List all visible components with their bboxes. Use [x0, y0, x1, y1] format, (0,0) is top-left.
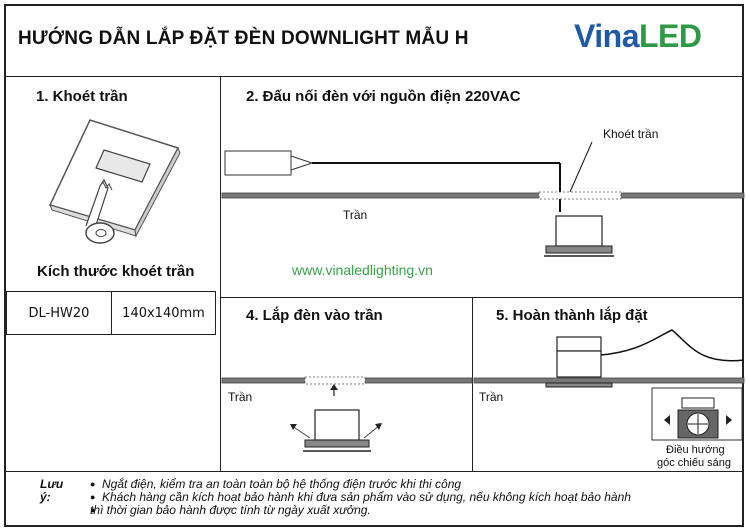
- website-url: www.vinaledlighting.vn: [292, 262, 433, 278]
- vinaled-logo: VinaLED: [574, 18, 702, 54]
- adjust-angle-label-2: góc chiếu sáng: [657, 457, 731, 469]
- step1-heading: 1. Khoét trần: [36, 88, 128, 105]
- cutout-size-title: Kích thước khoét trần: [37, 263, 195, 280]
- note-item: ● Khách hàng cần kích hoạt bảo hành khi đưa sản phẩm vào sử dụng, nếu không kích hoạt bảo hành: [90, 491, 749, 504]
- step4-ceiling-label: Trần: [228, 390, 253, 404]
- adjust-angle-label-1: Điều hướng: [666, 444, 725, 456]
- cut-ceiling-illustration: [50, 120, 180, 243]
- page-title: HƯỚNG DẪN LẮP ĐẶT ĐÈN DOWNLIGHT MẪU H: [18, 28, 469, 49]
- model-cell: DL-HW20: [7, 292, 112, 334]
- wiring-illustration: [222, 142, 744, 256]
- note-item: ● Ngắt điện, kiểm tra an toàn toàn bộ hệ thống điện trước khi thi công: [90, 478, 749, 491]
- step5-heading: 5. Hoàn thành lắp đặt: [496, 307, 648, 324]
- mounting-illustration: [222, 377, 472, 451]
- cutout-label: Khoét trần: [603, 127, 659, 141]
- note-continuation: ● thì thời gian bảo hành được tính từ ngày xuất xưởng.: [90, 504, 749, 517]
- step2-ceiling-label: Trần: [343, 208, 368, 222]
- size-cell: 140x140mm: [122, 305, 205, 321]
- step4-heading: 4. Lắp đèn vào trần: [246, 307, 383, 324]
- step5-ceiling-label: Trần: [479, 390, 504, 404]
- notes-label: Lưu ý:: [40, 477, 64, 504]
- finished-illustration: [474, 330, 744, 440]
- step2-heading: 2. Đấu nối đèn với nguồn điện 220VAC: [246, 88, 521, 105]
